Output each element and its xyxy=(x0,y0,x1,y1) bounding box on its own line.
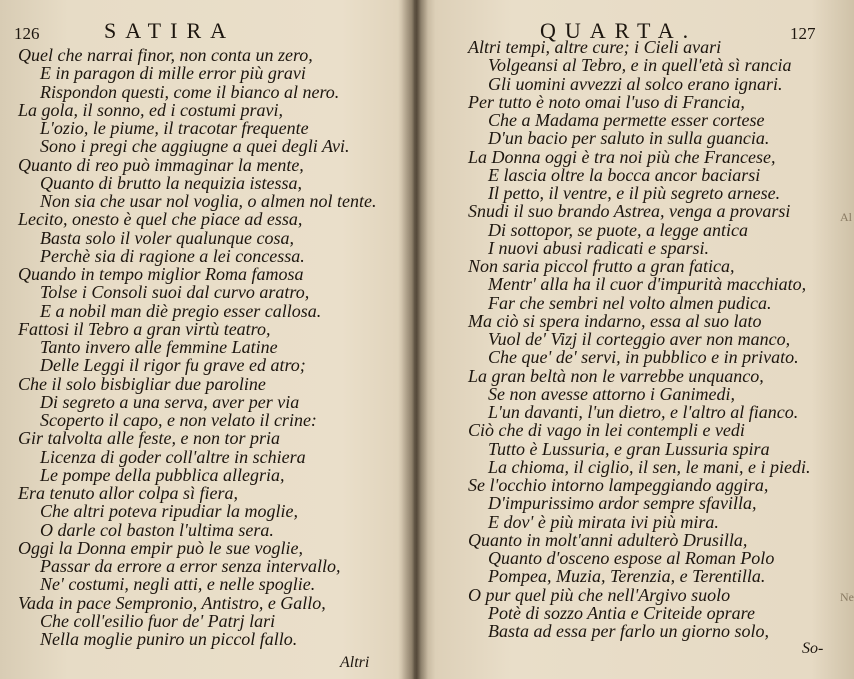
verse-line: Che que' de' servi, in pubblico e in privato. xyxy=(488,347,799,368)
verse-line: Ne' costumi, negli atti, e nelle spoglie. xyxy=(40,574,316,595)
verse-line: E lascia oltre la bocca ancor baciarsi xyxy=(488,164,761,185)
verse-line: Basta ad essa per farlo un giorno solo, xyxy=(488,621,770,641)
verse-line: Rispondon questi, come il bianco al nero. xyxy=(40,81,340,102)
verse-line: Altri tempi, altre cure; i Cieli avari xyxy=(468,37,722,57)
running-head: QUARTA. xyxy=(540,18,698,43)
verse-line: Che altri poteva ripudiar la moglie, xyxy=(40,501,298,522)
verse-line: Tutto è Lussuria, e gran Lussuria spira xyxy=(488,438,770,459)
margin-mark: Ne xyxy=(840,590,854,604)
verse-line: E a nobil man diè pregio esser callosa. xyxy=(40,300,322,321)
verse-line: Sono i pregi che aggiugne a quei degli Avi. xyxy=(40,136,350,157)
verse-line: Quanto in molt'anni adulterò Drusilla, xyxy=(468,529,748,550)
right-page xyxy=(416,0,854,679)
verse-line: Gir talvolta alle feste, e non tor pria xyxy=(18,428,280,449)
page-number: 126 xyxy=(14,24,40,43)
verse-line: Ciò che di vago in lei contempli e vedi xyxy=(468,420,745,441)
verse-line: Basta solo il voler qualunque cosa, xyxy=(40,227,294,248)
verse-line: Quel che narrai finor, non conta un zero, xyxy=(18,45,313,65)
verse-line: Oggi la Donna empir può le sue voglie, xyxy=(18,537,303,558)
verse-line: La gola, il sonno, ed i costumi pravi, xyxy=(18,99,283,120)
verse-line: Di sottopor, se puote, a legge antica xyxy=(488,219,748,240)
verse-line: Potè di sozzo Antia e Criteide oprare xyxy=(488,602,755,623)
verse-line: La chioma, il ciglio, il sen, le mani, e i piedi. xyxy=(488,456,811,477)
verse-line: Vuol de' Vizj il corteggio aver non manco, xyxy=(488,329,791,349)
verse-line: L'ozio, le piume, il tracotar frequente xyxy=(40,118,309,138)
verse-line: Se l'occhio intorno lampeggiando aggira, xyxy=(468,475,769,495)
verse-line: Tanto invero alle femmine Latine xyxy=(40,337,278,357)
margin-mark: Al xyxy=(840,210,852,224)
verse-line: Snudi il suo brando Astrea, venga a provarsi xyxy=(468,201,791,222)
verse-line: O pur quel più che nell'Argivo suolo xyxy=(468,584,731,605)
verse-line: Volgeansi al Tebro, e in quell'età sì rancia xyxy=(488,55,792,76)
left-page xyxy=(0,0,412,679)
running-head: SATIRA xyxy=(104,18,236,43)
verse-line: Il petto, il ventre, e il più segreto arnese. xyxy=(488,183,781,203)
verse-line: D'un bacio per saluto in sulla guancia. xyxy=(488,128,770,149)
verse-line: E in paragon di mille error più gravi xyxy=(40,63,306,84)
verse-line: Le pompe della pubblica allegria, xyxy=(40,464,285,485)
page-number: 127 xyxy=(790,24,816,43)
verse-line: Quando in tempo miglior Roma famosa xyxy=(18,264,304,284)
verse-line: Nella moglie puniro un piccol fallo. xyxy=(40,629,298,649)
verse-line: Fattosi il Tebro a gran virtù teatro, xyxy=(18,318,271,339)
verse-line: O darle col baston l'ultima sera. xyxy=(40,519,274,540)
verse-line: Non sia che usar nol voglia, o almen nol tente. xyxy=(40,191,377,211)
verse-line: Lecito, onesto è quel che piace ad essa, xyxy=(18,209,303,230)
verse-line: D'impurissimo ardor sempre sfavilla, xyxy=(488,493,757,514)
verse-line: Licenza di goder coll'altre in schiera xyxy=(40,446,306,467)
verse-line: La Donna oggi è tra noi più che Francese, xyxy=(468,146,776,167)
verse-line: Gli uomini avvezzi al solco erano ignari. xyxy=(488,73,783,94)
verse-line: Tolse i Consoli suoi dal curvo aratro, xyxy=(40,282,310,303)
verse-line: E dov' è più mirata ivi più mira. xyxy=(488,511,719,532)
verse-line: Passar da errore a error senza intervallo, xyxy=(40,556,341,576)
verse-line: Che a Madama permette esser cortese xyxy=(488,110,765,130)
verse-line: Pompea, Muzia, Terenzia, e Terentilla. xyxy=(488,566,766,587)
verse-line: Per tutto è noto omai l'uso di Francia, xyxy=(468,91,745,112)
catchword: Altri xyxy=(340,654,370,671)
catchword: So- xyxy=(802,640,824,657)
verse-line: Quanto di brutto la nequizia istessa, xyxy=(40,172,303,193)
verse-line: Vada in pace Sempronio, Antistro, e Gallo, xyxy=(18,592,326,613)
verse-line: Perchè sia di ragione a lei concessa. xyxy=(40,245,305,266)
verse-line: Che coll'esilio fuor de' Patrj lari xyxy=(40,610,276,631)
verse-line: La gran beltà non le varrebbe unquanco, xyxy=(468,365,764,386)
verse-line: I nuovi abusi radicati e sparsi. xyxy=(488,237,709,258)
verse-line: Mentr' alla ha il cuor d'impurità macchiato, xyxy=(488,274,807,295)
verse-line: Se non avesse attorno i Ganimedi, xyxy=(488,383,735,404)
verse-line: Che il solo bisbigliar due paroline xyxy=(18,373,266,394)
verse-line: Era tenuto allor colpa sì fiera, xyxy=(18,483,238,503)
verse-line: Far che sembri nel volto almen pudica. xyxy=(488,292,772,313)
verse-line: Delle Leggi il rigor fu grave ed atro; xyxy=(40,355,306,376)
verse-line: Quanto di reo può immaginar la mente, xyxy=(18,154,304,175)
verse-line: Non saria piccol frutto a gran fatica, xyxy=(468,256,735,276)
verse-line: L'un davanti, l'un dietro, e l'altro al fianco. xyxy=(488,402,799,422)
verse-line: Ma ciò si spera indarno, essa al suo lato xyxy=(468,310,762,331)
verse-line: Di segreto a una serva, aver per via xyxy=(40,391,300,412)
verse-line: Scoperto il capo, e non velato il crine: xyxy=(40,410,317,430)
verse-line: Quanto d'osceno espose al Roman Polo xyxy=(488,548,775,568)
